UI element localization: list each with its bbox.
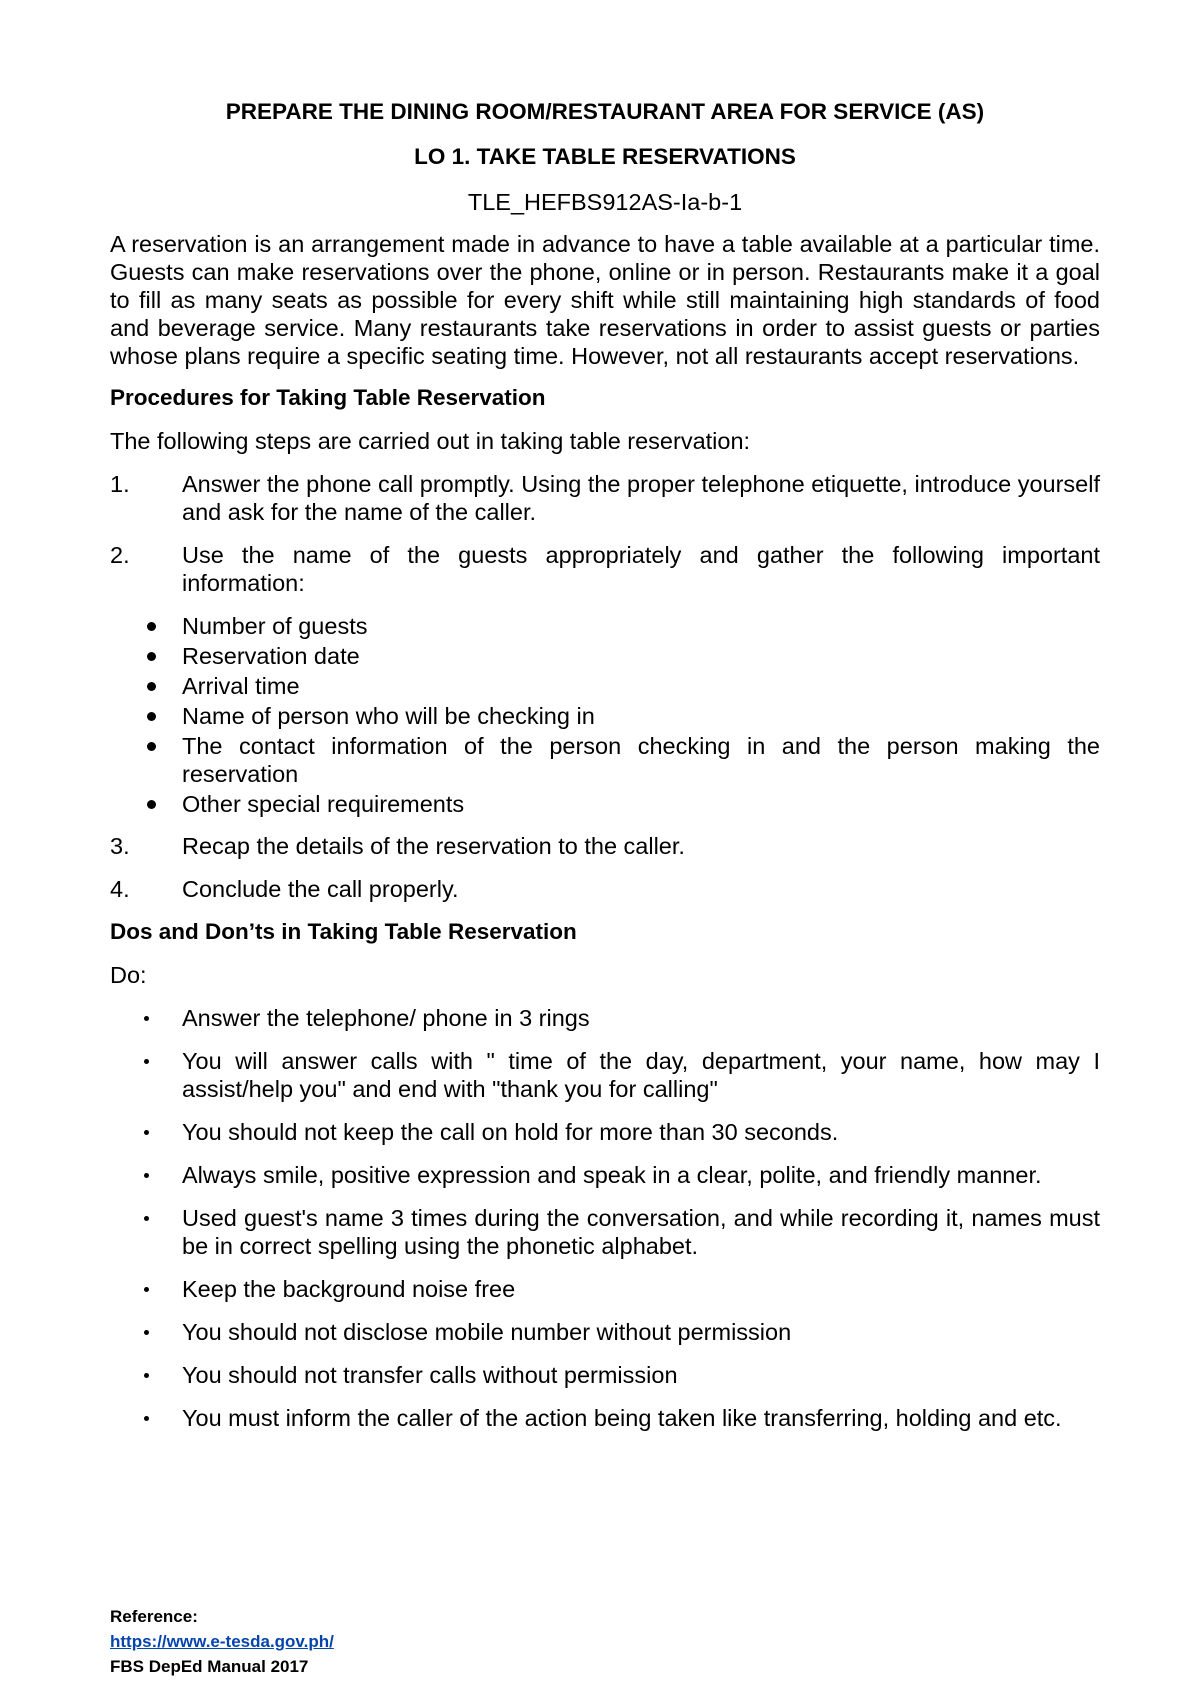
list-item [110, 1318, 1100, 1346]
list-item-text: You must inform the caller of the action being taken like transferring, holding and etc. [182, 1405, 1062, 1431]
step-text: Answer the phone call promptly. Using the proper telephone etiquette, introduce yourself and ask for the name of the caller. [182, 471, 1100, 525]
list-item-text: Arrival time [182, 673, 300, 699]
bullet-icon [110, 1161, 182, 1189]
bullet-icon [110, 790, 182, 818]
list-item [110, 1161, 1100, 1189]
bullet-icon [110, 1275, 182, 1303]
info-list [110, 612, 1100, 818]
list-item [110, 612, 1100, 640]
list-item-text: Other special requirements [182, 791, 465, 817]
list-item [110, 1047, 1100, 1103]
bullet-icon [110, 1204, 182, 1260]
step-text: Conclude the call properly. [182, 876, 459, 902]
list-item [110, 1204, 1100, 1260]
bullet-icon [110, 1118, 182, 1146]
step-text: Use the name of the guests appropriately and gather the following important information: [182, 542, 1100, 596]
bullet-icon [110, 1047, 182, 1103]
list-item-text: You should not disclose mobile number without permission [182, 1319, 792, 1345]
list-item-text: You should not transfer calls without permission [182, 1362, 678, 1388]
bullet-icon [110, 612, 182, 640]
step-number: 4. [110, 876, 130, 902]
list-item-text: Used guest's name 3 times during the conversation, and while recording it, names must be in correct spelling using the phonetic alphabet. [182, 1205, 1100, 1259]
bullet-icon [110, 642, 182, 670]
list-item-text: You should not keep the call on hold for more than 30 seconds. [182, 1119, 839, 1145]
procedures-intro: The following steps are carried out in taking table reservation: [110, 428, 751, 454]
procedure-step [110, 832, 1100, 860]
do-label: Do: [110, 962, 147, 988]
list-item [110, 1275, 1100, 1303]
list-item [110, 702, 1100, 730]
step-text: Recap the details of the reservation to the caller. [182, 833, 685, 859]
list-item [110, 1004, 1100, 1032]
bullet-icon [110, 1318, 182, 1346]
bullet-icon [110, 702, 182, 730]
intro-paragraph: A reservation is an arrangement made in advance to have a table available at a particular time. Guests can make reservations over the phone, online or in person. Restaurants make it a goal to fill as many seats as possible for every shift while still maintaining high standards of food and beverage service. Many restaurants take reservations in order to assist guests or parties whose plans require a specific seating time. However, not all restaurants accept reservations. [110, 231, 1100, 369]
bullet-icon [110, 1004, 182, 1032]
list-item-text: Always smile, positive expression and speak in a clear, polite, and friendly manner. [182, 1162, 1042, 1188]
competency-code: TLE_HEFBS912AS-Ia-b-1 [467, 189, 743, 215]
list-item [110, 642, 1100, 670]
list-item-text: The contact information of the person checking in and the person making the reservation [182, 733, 1100, 787]
bullet-icon [110, 1361, 182, 1389]
list-item-text: Number of guests [182, 613, 368, 639]
list-item-text: Answer the telephone/ phone in 3 rings [182, 1005, 590, 1031]
document-content [110, 98, 1100, 1447]
list-item-text: Reservation date [182, 643, 360, 669]
step-number: 1. [110, 471, 130, 497]
reference-label: Reference: [110, 1607, 198, 1626]
list-item [110, 1118, 1100, 1146]
bullet-icon [110, 732, 182, 788]
manual-reference: FBS DepEd Manual 2017 [110, 1657, 309, 1676]
bullet-icon [110, 672, 182, 700]
procedures-heading: Procedures for Taking Table Reservation [110, 385, 546, 410]
learning-outcome-title: LO 1. TAKE TABLE RESERVATIONS [414, 144, 796, 169]
document-title: PREPARE THE DINING ROOM/RESTAURANT AREA FOR SERVICE (AS) [225, 99, 985, 124]
procedure-step [110, 875, 1100, 903]
reference-footer [110, 1604, 334, 1679]
reference-link[interactable]: https://www.e-tesda.gov.ph/ [110, 1632, 334, 1651]
list-item-text: Name of person who will be checking in [182, 703, 595, 729]
list-item [110, 1361, 1100, 1389]
procedure-step [110, 541, 1100, 597]
procedure-step [110, 470, 1100, 526]
step-number: 2. [110, 542, 130, 568]
list-item-text: Keep the background noise free [182, 1276, 516, 1302]
list-item [110, 672, 1100, 700]
list-item [110, 1404, 1100, 1432]
step-number: 3. [110, 833, 130, 859]
list-item-text: You will answer calls with " time of the day, department, your name, how may I assist/help you" and end with "thank you for calling" [182, 1048, 1100, 1102]
list-item [110, 790, 1100, 818]
list-item [110, 732, 1100, 788]
do-list [110, 1004, 1100, 1432]
dos-donts-heading: Dos and Don’ts in Taking Table Reservation [110, 919, 577, 944]
bullet-icon [110, 1404, 182, 1432]
